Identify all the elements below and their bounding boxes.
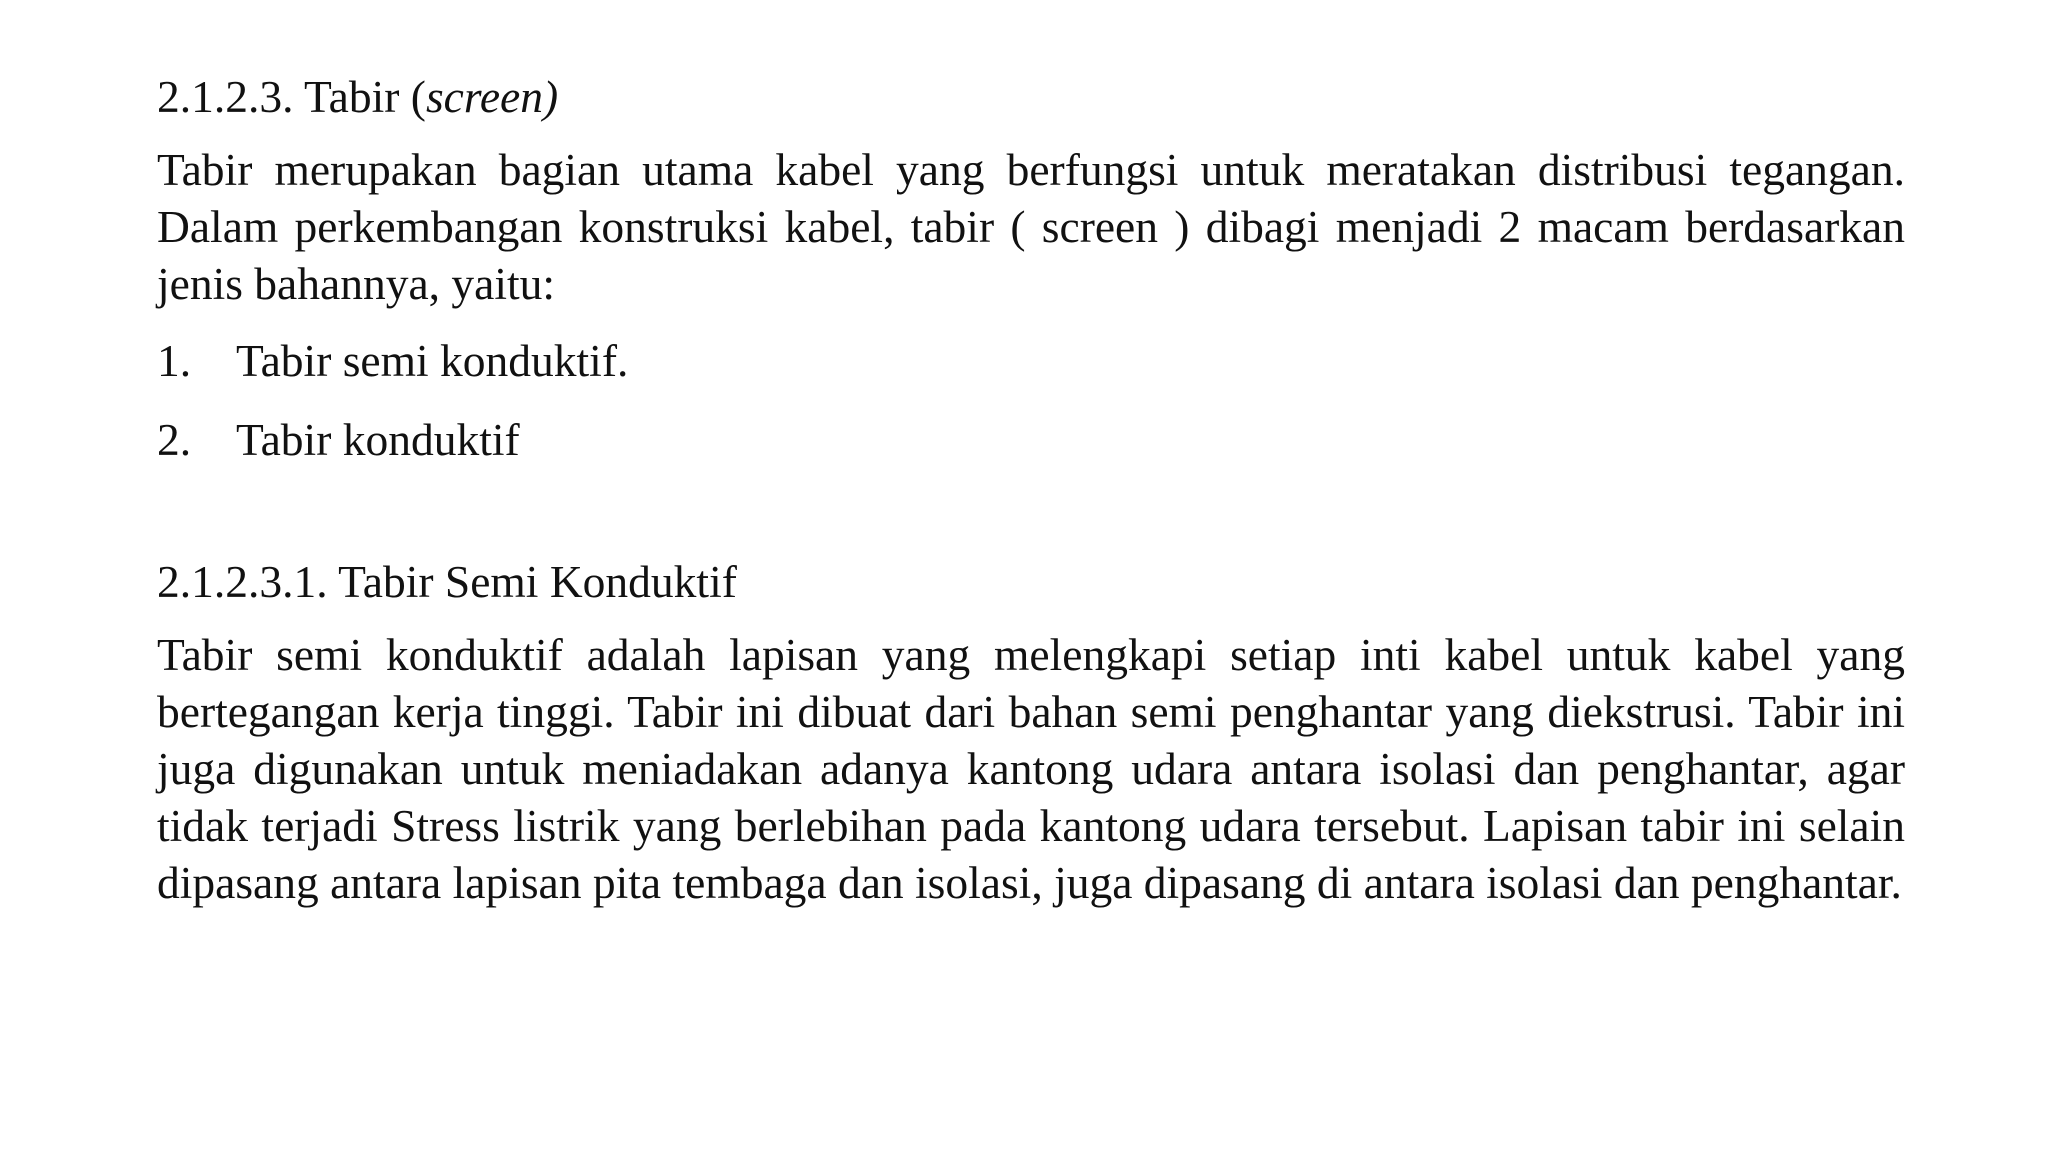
section-heading-tabir-semi-konduktif: 2.1.2.3.1. Tabir Semi Konduktif bbox=[157, 556, 737, 607]
list-item-text: Tabir konduktif bbox=[236, 414, 520, 465]
list-item-number: 1. bbox=[157, 335, 192, 386]
list-item-number: 2. bbox=[157, 414, 192, 465]
document-page bbox=[157, 68, 1905, 911]
section-heading-tabir-text: 2.1.2.3. Tabir ( bbox=[157, 71, 426, 122]
section-heading-tabir bbox=[157, 68, 1905, 125]
section-heading-tabir-italic: screen) bbox=[425, 71, 559, 122]
tabir-semi-konduktif-paragraph: Tabir semi konduktif adalah lapisan yang melengkapi setiap inti kabel untuk kabel yang bertegangan kerja tinggi. Tabir ini dibuat dari bahan semi penghantar yang diekstrusi. Tabir ini juga digunakan untuk meniadakan adanya kantong udara antara isolasi dan penghantar, agar tidak terjadi Stress listrik yang berlebihan pada kantong udara tersebut. Lapisan tabir ini selain dipasang antara lapisan pita tembaga dan isolasi, juga dipasang di antara isolasi dan penghantar. bbox=[157, 629, 1905, 908]
tabir-paragraph: Tabir merupakan bagian utama kabel yang berfungsi untuk meratakan distribusi tegangan. Dalam perkembangan konstruksi kabel, tabir ( screen ) dibagi menjadi 2 macam berdasarkan jenis bahannya, yaitu: bbox=[157, 144, 1905, 309]
list-item-text: Tabir semi konduktif. bbox=[236, 335, 629, 386]
list-item bbox=[157, 332, 1905, 389]
tabir-types-list bbox=[157, 332, 1905, 468]
list-item bbox=[157, 411, 1905, 468]
